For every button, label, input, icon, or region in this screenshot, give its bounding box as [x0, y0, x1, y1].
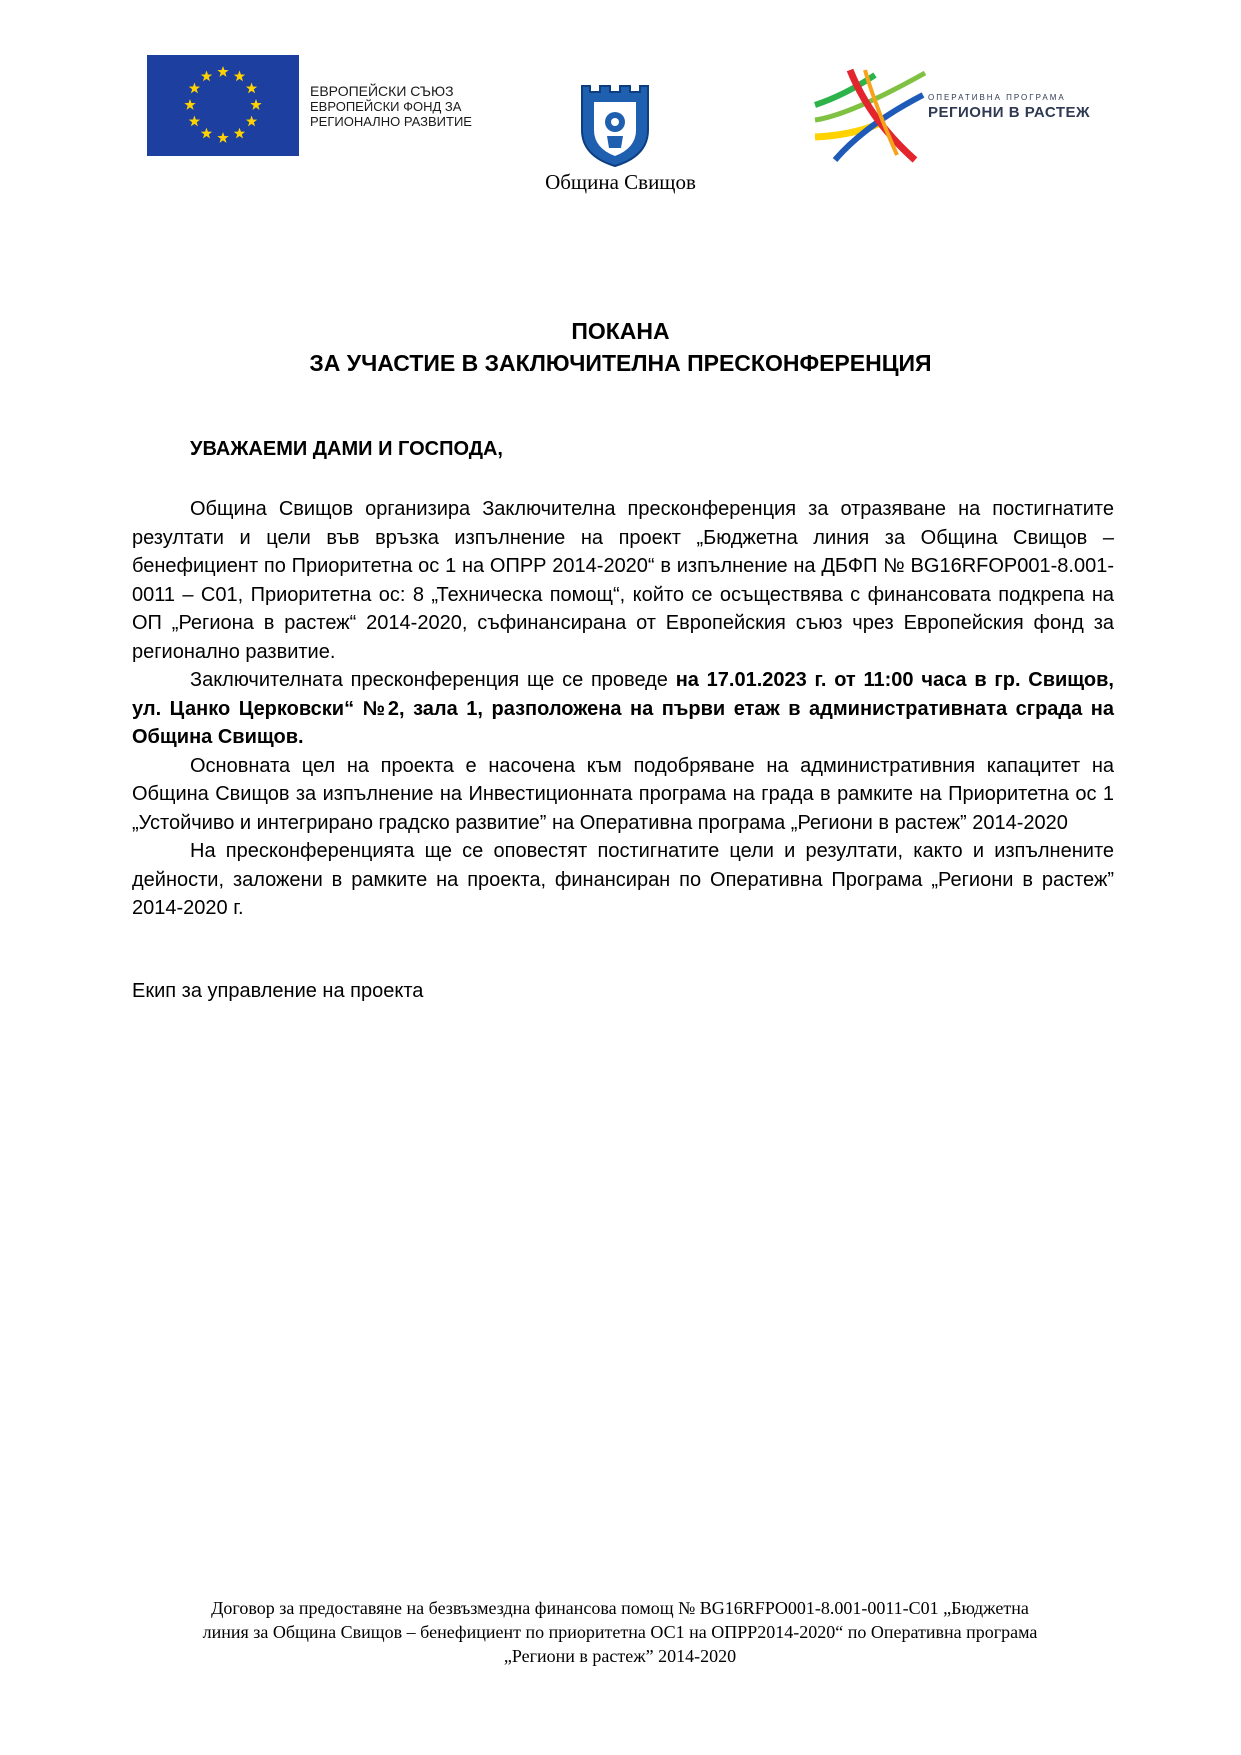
paragraph-1: Община Свищов организира Заключителна пресконференция за отразяване на постигнатите резултати и цели във връзка изпълнение на проект „Бюджетна линия за Община Свищов – бенефициент по Приоритетна ос 1 на ОПРР 2014-2020“ в изпълнение на ДБФП № BG16RFOP001-8.001-0011 – С01, Приоритетна ос: 8 „Техническа помощ“, който се осъществява с финансовата подкрепа на ОП „Региона в растеж“ 2014-2020, съфинансирана от Европейския съюз чрез Европейския фонд за регионално развитие. — [132, 498, 1114, 663]
regions-in-growth-caption — [928, 93, 1090, 121]
greeting: УВАЖАЕМИ ДАМИ И ГОСПОДА, — [190, 438, 503, 460]
regions-in-growth-logo-icon — [805, 65, 935, 165]
document-footer — [130, 1596, 1110, 1668]
document-title — [0, 315, 1241, 379]
footer-line-3: „Региони в растеж” 2014-2020 — [503, 1646, 737, 1666]
title-line-1: ПОКАНА — [571, 318, 670, 344]
eu-fund-caption — [310, 84, 472, 129]
event-details: на 17.01.2023 г. от 11:00 часа в гр. Свищов, ул. Цанко Церковски“ №2, зала 1, разположена на първи етаж в административната сграда на Община Свищов. — [132, 669, 1114, 748]
paragraph-3: Основната цел на проекта е насочена към подобряване на административния капацитет на Община Свищов за изпълнение на Инвестиционната програма на града в рамките на Приоритетна ос 1 „Устойчиво и интегрирано градско развитие” на Оперативна програма „Региони в растеж” 2014-2020 — [132, 754, 1114, 834]
footer-line-2: линия за Община Свищов – бенефициент по приоритетна ОС1 на ОПРР2014-2020“ по Оперативна програма — [202, 1622, 1038, 1642]
eu-line-2: ЕВРОПЕЙСКИ ФОНД ЗА — [310, 99, 462, 114]
footer-line-1: Договор за предоставяне на безвъзмездна финансова помощ № BG16RFPO001-8.001-0011-С01 „Бюджетна — [211, 1598, 1029, 1618]
document-header — [0, 0, 1241, 210]
eu-flag-icon — [147, 55, 299, 156]
op-title: РЕГИОНИ В РАСТЕЖ — [928, 104, 1091, 121]
invitation-body — [132, 495, 1114, 923]
municipality-name: Община Свищов — [545, 170, 696, 194]
municipality-crest-icon — [572, 78, 658, 168]
eu-line-3: РЕГИОНАЛНО РАЗВИТИЕ — [310, 114, 472, 129]
eu-line-1: ЕВРОПЕЙСКИ СЪЮЗ — [310, 83, 454, 99]
paragraph-2 — [132, 666, 1114, 752]
signature: Екип за управление на проекта — [132, 980, 424, 1002]
title-line-2: ЗА УЧАСТИЕ В ЗАКЛЮЧИТЕЛНА ПРЕСКОНФЕРЕНЦИЯ — [309, 350, 932, 376]
op-subtitle: ОПЕРАТИВНА ПРОГРАМА — [928, 93, 1066, 102]
paragraph-2-text: Заключителната пресконференция ще се проведе — [190, 669, 676, 691]
paragraph-4: На пресконференцията ще се оповестят постигнатите цели и резултати, както и изпълнените дейности, заложени в рамките на проекта, финансиран по Оперативна Програма „Региони в растеж” 2014-2020 г. — [132, 840, 1114, 919]
